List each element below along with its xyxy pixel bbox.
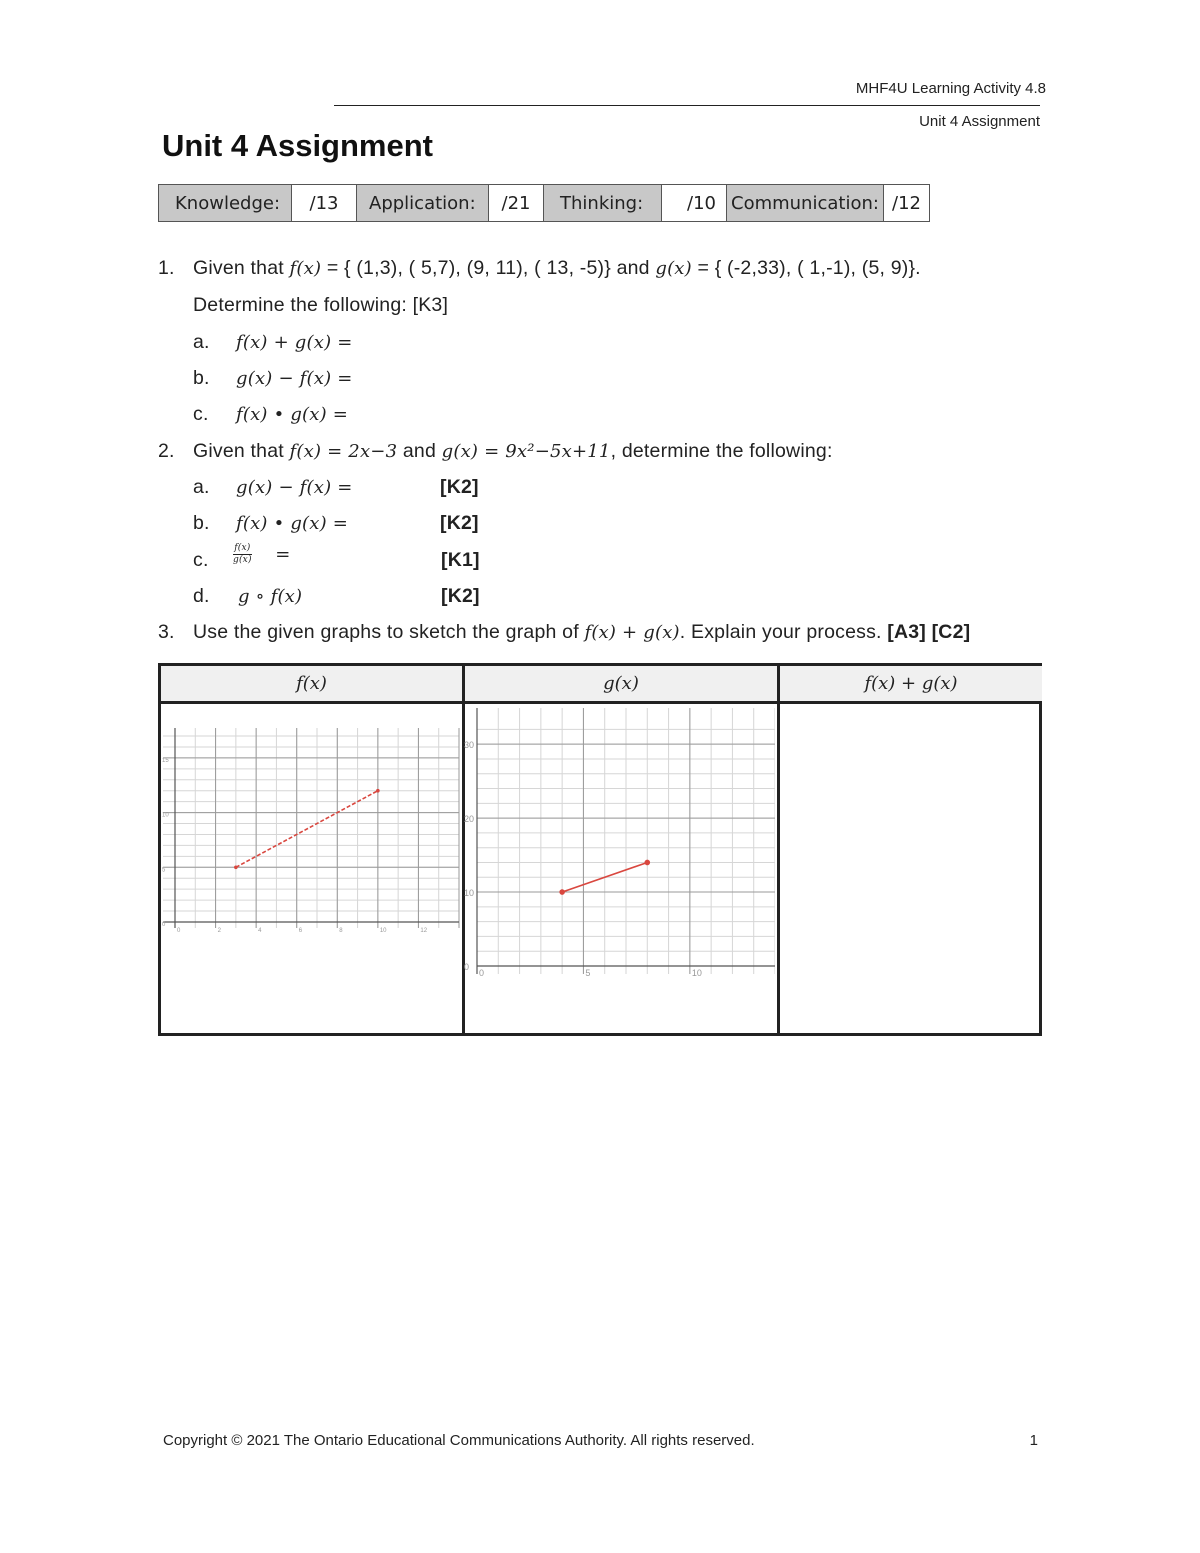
q1-part-a-letter: a. (193, 331, 210, 353)
x-tick-label: 0 (479, 968, 485, 978)
column-f (161, 666, 462, 1033)
y-tick-label: 15 (162, 757, 169, 764)
q2-part-c-letter: c. (193, 549, 209, 571)
q1-given: Given that (193, 257, 284, 279)
header-f: f(x) (161, 666, 462, 704)
frac-equals: = (275, 544, 291, 565)
column-sum (780, 666, 1042, 1033)
score-table (158, 184, 930, 222)
q2-part-a-letter: a. (193, 476, 210, 498)
frac-denominator: g(x) (233, 555, 252, 566)
header-sum: f(x) + g(x) (780, 666, 1042, 704)
application-value: /21 (489, 185, 544, 221)
chart-g (461, 704, 775, 994)
q2-part-b-mark: [K2] (440, 512, 479, 534)
course-code: MHF4U Learning Activity 4.8 (855, 80, 1046, 97)
column-g (465, 666, 777, 1033)
q1-set-g: = { (-2,33), ( 1,-1), (5, 9)}. (697, 257, 921, 279)
x-tick-label: 5 (585, 968, 591, 978)
x-tick-label: 4 (258, 928, 262, 934)
y-tick-label: 20 (464, 814, 475, 825)
thinking-value: /10 (662, 185, 727, 221)
x-tick-label: 12 (420, 928, 428, 934)
q1-fx: f(x) (289, 258, 322, 279)
series-line (236, 791, 378, 868)
q2-part-d-letter: d. (193, 585, 210, 607)
knowledge-value: /13 (292, 185, 357, 221)
chart-f (161, 726, 461, 936)
thinking-label: Thinking: (544, 185, 662, 221)
q2-g-def: g(x) = 9x²−5x+11 (441, 441, 611, 462)
q1-part-a-expr: f(x) + g(x) = (236, 332, 353, 353)
q1-determine: Determine the following: [K3] (193, 294, 449, 316)
x-tick-label: 2 (217, 928, 221, 934)
copyright: Copyright © 2021 The Ontario Educational Communications Authority. All rights reserved. (163, 1432, 755, 1449)
y-tick-label: 30 (464, 740, 475, 751)
application-label: Application: (357, 185, 489, 221)
x-tick-label: 6 (298, 928, 303, 934)
x-tick-label: 10 (379, 928, 387, 934)
data-point (234, 865, 238, 869)
q2-given: Given that (193, 440, 284, 462)
y-tick-label: 0 (162, 922, 166, 928)
header-subtitle: Unit 4 Assignment (919, 113, 1040, 130)
q2-part-b-letter: b. (193, 512, 210, 534)
q2-part-c-fraction (233, 543, 291, 566)
data-point (376, 789, 380, 793)
q1-part-b-letter: b. (193, 367, 210, 389)
q3-tail: . Explain your process. (679, 621, 882, 643)
communication-label: Communication: (727, 185, 884, 221)
q1-gx: g(x) (655, 258, 692, 279)
data-point (559, 889, 565, 895)
q2-part-c-mark: [K1] (441, 549, 480, 571)
page-title: Unit 4 Assignment (162, 128, 433, 163)
q1-set-f: = { (1,3), ( 5,7), (9, 11), ( 13, -5)} and (326, 257, 650, 279)
data-point (644, 860, 650, 866)
q1-part-c-letter: c. (193, 403, 209, 425)
q2-part-d-mark: [K2] (441, 585, 480, 607)
q2-f-def: f(x) = 2x−3 (289, 441, 398, 462)
q2-statement (193, 440, 833, 463)
q1-number: 1. (158, 257, 175, 279)
header-g: g(x) (465, 666, 777, 704)
q3-lead: Use the given graphs to sketch the graph of (193, 621, 579, 643)
y-tick-label: 5 (162, 867, 166, 874)
q1-part-b-expr: g(x) − f(x) = (236, 368, 353, 389)
q3-marks: [A3] [C2] (887, 621, 971, 643)
y-tick-label: 0 (464, 962, 470, 972)
q2-tail: , determine the following: (610, 440, 833, 462)
q2-number: 2. (158, 440, 175, 462)
graph-table (158, 663, 1042, 1036)
q1-statement (193, 257, 921, 280)
q2-part-a-expr: g(x) − f(x) = (236, 477, 353, 498)
q3-statement (193, 621, 970, 644)
communication-value: /12 (884, 185, 929, 221)
q3-number: 3. (158, 621, 175, 643)
x-tick-label: 8 (339, 928, 343, 934)
y-tick-label: 10 (464, 888, 475, 899)
q2-part-a-mark: [K2] (440, 476, 479, 498)
x-tick-label: 0 (177, 928, 181, 934)
knowledge-label: Knowledge: (159, 185, 292, 221)
q3-expr: f(x) + g(x) (584, 622, 680, 643)
frac-numerator: f(x) (234, 543, 251, 554)
q2-part-b-expr: f(x) • g(x) = (236, 513, 349, 534)
q1-part-c-expr: f(x) • g(x) = (236, 404, 349, 425)
y-tick-label: 10 (162, 812, 169, 819)
q2-and: and (402, 440, 437, 462)
x-tick-label: 10 (691, 968, 702, 978)
page-number: 1 (1029, 1432, 1038, 1449)
header-rule (334, 105, 1040, 106)
q2-part-d-expr: g ∘ f(x) (238, 586, 303, 607)
